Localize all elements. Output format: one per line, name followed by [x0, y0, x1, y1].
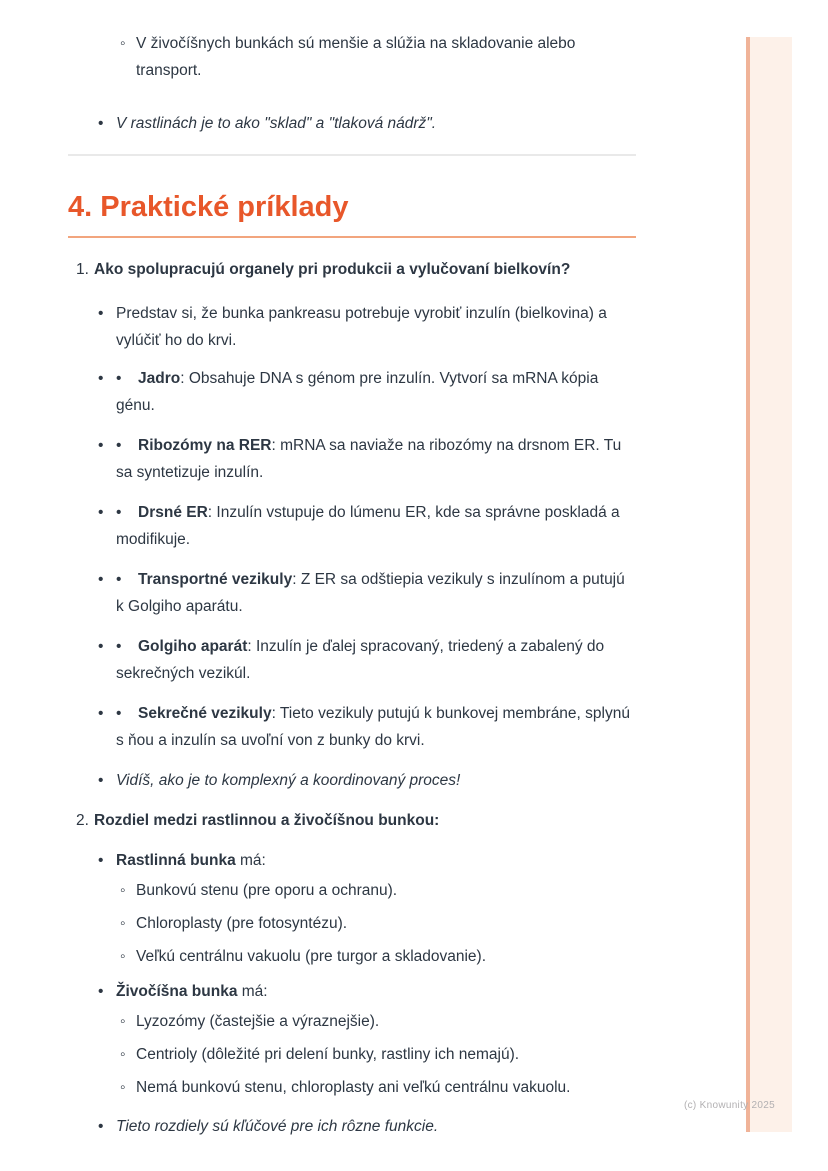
- step-text: : Obsahuje DNA s génom pre inzulín. Vytvorí sa mRNA kópia génu.: [116, 370, 599, 414]
- inner-bullet-icon: •: [116, 370, 122, 387]
- list-item: [98, 847, 636, 874]
- step-text-block: [116, 633, 636, 687]
- step-label: Drsné ER: [138, 504, 208, 521]
- list-item: [120, 1074, 636, 1101]
- circle-bullet-icon: ◦: [120, 1013, 126, 1030]
- step-text: : Z ER sa odštiepia vezikuly s inzulínom a putujú k Golgiho aparátu.: [116, 571, 625, 615]
- bullet-icon: •: [98, 705, 104, 722]
- step-label: Jadro: [138, 370, 181, 387]
- group-label: Rastlinná bunka: [116, 852, 236, 869]
- accent-bar: [746, 37, 792, 1132]
- circle-bullet-icon: ◦: [120, 1046, 126, 1063]
- step-text-block: [116, 365, 636, 419]
- step-text: : Tieto vezikuly putujú k bunkovej membráne, splynú s ňou a inzulín sa uvoľní von z bunky do krvi.: [116, 705, 630, 749]
- list-item-text: V živočíšnych bunkách sú menšie a slúžia na skladovanie alebo transport.: [136, 35, 576, 79]
- step-label: Ribozómy na RER: [138, 437, 272, 454]
- step-item: [98, 432, 636, 486]
- section-divider: [68, 154, 636, 156]
- list-item: [98, 110, 636, 137]
- bullet-icon: •: [98, 772, 104, 789]
- bullet-icon: •: [98, 437, 104, 454]
- list-item: [98, 300, 636, 354]
- step-item: [98, 700, 636, 754]
- question-item: [76, 807, 636, 834]
- note-text: V rastlinách je to ako "sklad" a "tlaková nádrž".: [116, 115, 437, 132]
- list-item: [98, 1113, 636, 1140]
- step-item: [98, 365, 636, 419]
- step-text: : mRNA sa naviaže na ribozómy na drsnom ER. Tu sa syntetizuje inzulín.: [116, 437, 622, 481]
- step-label: Transportné vezikuly: [138, 571, 293, 588]
- bullet-icon: •: [98, 571, 104, 588]
- question-title: Rozdiel medzi rastlinnou a živočíšnou bunkou:: [94, 812, 440, 829]
- inner-bullet-icon: •: [116, 705, 122, 722]
- step-text: : Inzulín vstupuje do lúmenu ER, kde sa správne poskladá a modifikuje.: [116, 504, 620, 548]
- list-item: [120, 1041, 636, 1068]
- step-text: : Inzulín je ďalej spracovaný, triedený a zabalený do sekrečných vezikúl.: [116, 638, 605, 682]
- section-heading: 4. Praktické príklady: [68, 188, 636, 238]
- group-label-suffix: má:: [237, 983, 268, 1000]
- list-item: [98, 978, 636, 1005]
- list-item-text: Centrioly (dôležité pri delení bunky, rastliny ich nemajú).: [136, 1046, 520, 1063]
- bullet-icon: •: [98, 504, 104, 521]
- circle-bullet-icon: ◦: [120, 1079, 126, 1096]
- group-label-block: [116, 978, 636, 1005]
- inner-bullet-icon: •: [116, 437, 122, 454]
- list-item-text: Bunkovú stenu (pre oporu a ochranu).: [136, 882, 398, 899]
- group-label-block: [116, 847, 636, 874]
- list-item: [98, 767, 636, 794]
- bullet-icon: •: [98, 983, 104, 1000]
- step-label: Golgiho aparát: [138, 638, 248, 655]
- group-label: Živočíšna bunka: [116, 983, 238, 1000]
- note-text: Tieto rozdiely sú kľúčové pre ich rôzne funkcie.: [116, 1118, 439, 1135]
- step-text-block: [116, 700, 636, 754]
- footer-credit: (c) Knowunity 2025: [683, 1100, 775, 1111]
- question-title: Ako spolupracujú organely pri produkcii a vylučovaní bielkovín?: [94, 261, 571, 278]
- circle-bullet-icon: ◦: [120, 35, 126, 52]
- question-item: [76, 256, 636, 283]
- list-item: [120, 1008, 636, 1035]
- step-text-block: [116, 432, 636, 486]
- list-item-text: Predstav si, že bunka pankreasu potrebuje vyrobiť inzulín (bielkovina) a vylúčiť ho do krvi.: [116, 305, 607, 349]
- list-item-text: Nemá bunkovú stenu, chloroplasty ani veľkú centrálnu vakuolu.: [136, 1079, 571, 1096]
- inner-bullet-icon: •: [116, 638, 122, 655]
- bullet-icon: •: [98, 115, 104, 132]
- list-item: [120, 943, 636, 970]
- question-number: 1.: [76, 261, 89, 278]
- list-item-text: Veľkú centrálnu vakuolu (pre turgor a skladovanie).: [136, 948, 487, 965]
- bullet-icon: •: [98, 638, 104, 655]
- group-label-suffix: má:: [235, 852, 266, 869]
- step-item: [98, 499, 636, 553]
- circle-bullet-icon: ◦: [120, 915, 126, 932]
- bullet-icon: •: [98, 305, 104, 322]
- step-item: [98, 566, 636, 620]
- inner-bullet-icon: •: [116, 571, 122, 588]
- circle-bullet-icon: ◦: [120, 948, 126, 965]
- list-item-text: Chloroplasty (pre fotosyntézu).: [136, 915, 348, 932]
- bullet-icon: •: [98, 370, 104, 387]
- question-number: 2.: [76, 812, 89, 829]
- document-content: [68, 30, 636, 1140]
- step-item: [98, 633, 636, 687]
- list-item: [120, 30, 636, 84]
- circle-bullet-icon: ◦: [120, 882, 126, 899]
- note-text: Vidíš, ako je to komplexný a koordinovaný proces!: [116, 772, 461, 789]
- list-item: [120, 877, 636, 904]
- bullet-icon: •: [98, 852, 104, 869]
- list-item: [120, 910, 636, 937]
- bullet-icon: •: [98, 1118, 104, 1135]
- step-text-block: [116, 499, 636, 553]
- step-text-block: [116, 566, 636, 620]
- step-label: Sekrečné vezikuly: [138, 705, 272, 722]
- list-item-text: Lyzozómy (častejšie a výraznejšie).: [136, 1013, 380, 1030]
- inner-bullet-icon: •: [116, 504, 122, 521]
